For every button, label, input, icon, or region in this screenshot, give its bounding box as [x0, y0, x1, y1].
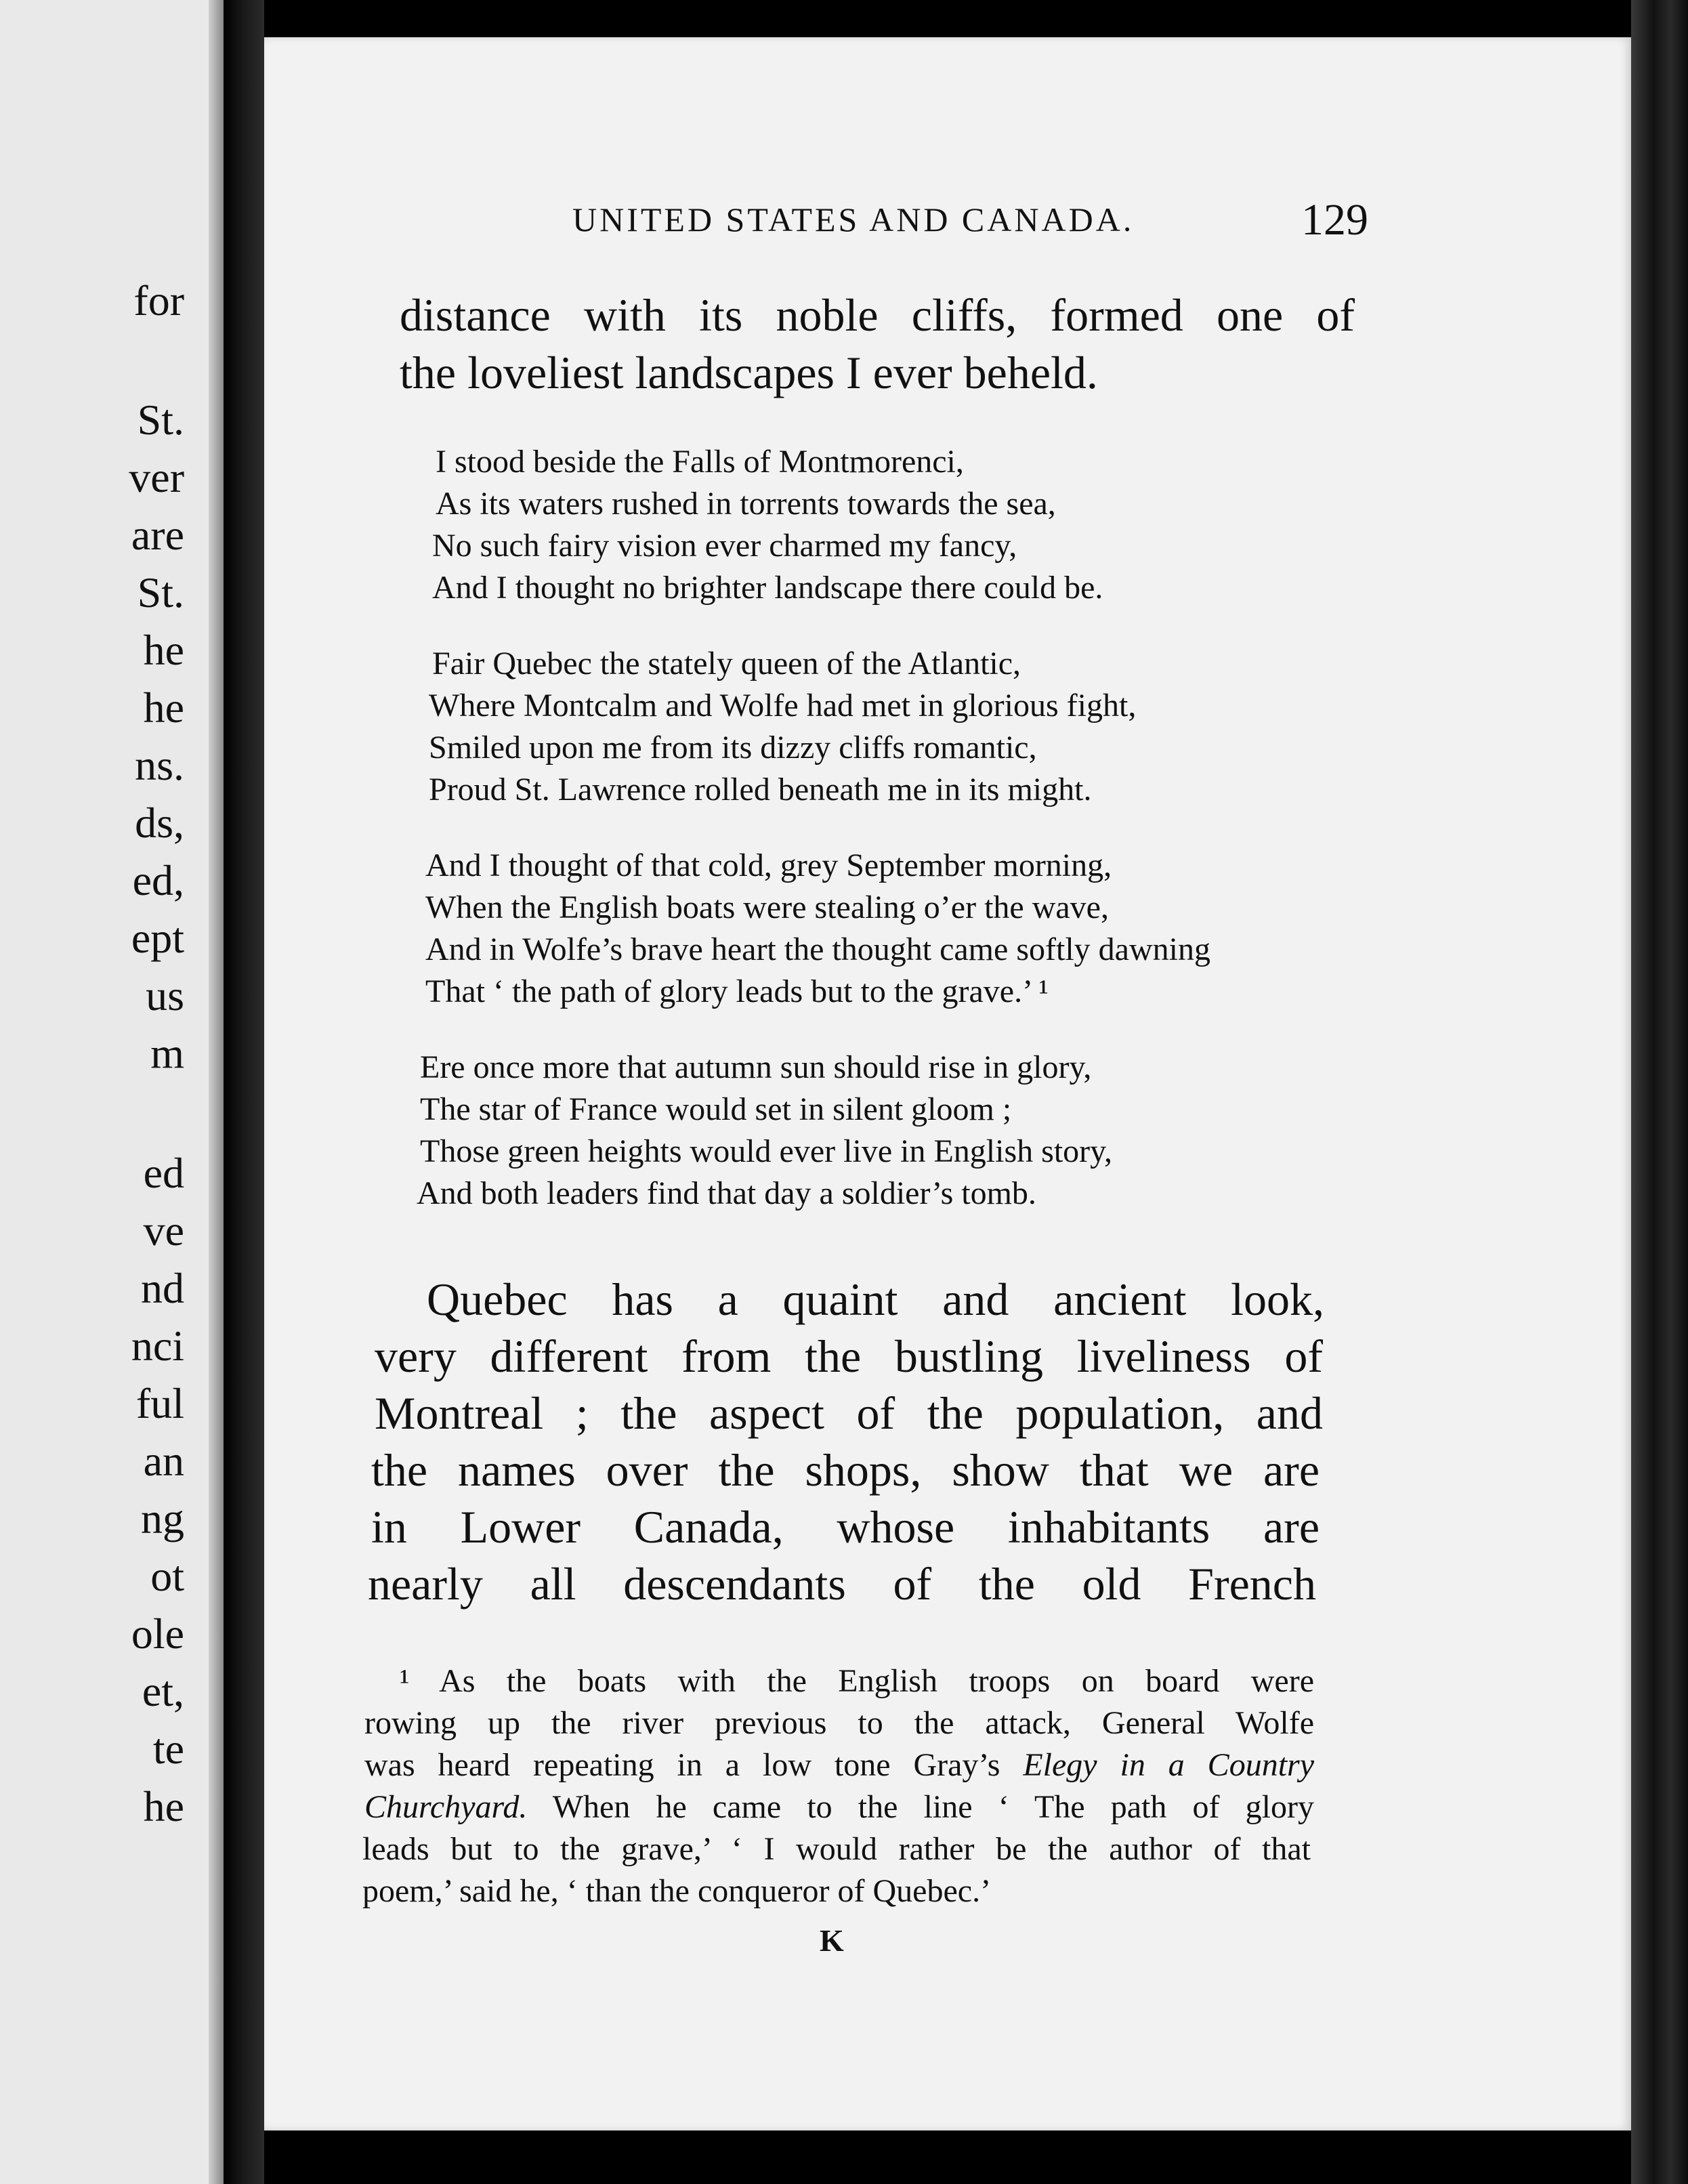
- verse-line: That ‘ the path of glory leads but to the grave.’ ¹: [425, 973, 1049, 1009]
- book-title-italic: Churchyard.: [364, 1789, 528, 1825]
- left-page-fragment: St.: [137, 396, 184, 444]
- left-page-fragment: us: [146, 971, 184, 1020]
- text-line: distance with its noble cliffs, formed one of: [400, 289, 1355, 341]
- footnote-text: was heard repeating in a low tone Gray’s: [364, 1747, 1024, 1783]
- paragraph-line: very different from the bustling liveliness of: [375, 1330, 1323, 1382]
- left-page-fragment: ds,: [135, 799, 184, 847]
- left-page-fragment: he: [143, 684, 184, 732]
- left-page-fragment: ve: [143, 1206, 184, 1255]
- verse-line: Ere once more that autumn sun should rise in glory,: [420, 1049, 1092, 1085]
- footnote-line: [364, 1787, 1314, 1828]
- verse-line: As its waters rushed in torrents towards the sea,: [436, 486, 1056, 522]
- left-page-fragment: nci: [131, 1322, 184, 1370]
- verse-line: Fair Quebec the stately queen of the Atlantic,: [432, 646, 1021, 681]
- verse-line: Those green heights would ever live in English story,: [420, 1133, 1113, 1169]
- page-header: [572, 195, 1368, 254]
- book-title-italic: Elegy in a Country: [1023, 1747, 1315, 1783]
- left-page-fragment: ver: [129, 453, 184, 501]
- left-page-fragment: for: [133, 276, 184, 324]
- footnote-line: [364, 1745, 1314, 1786]
- left-page-fragment: are: [131, 511, 184, 559]
- left-page-fragment: ns.: [135, 741, 184, 789]
- left-page-fragment: he: [143, 626, 184, 674]
- verse-line: No such fairy vision ever charmed my fancy,: [432, 528, 1017, 564]
- verse-line: Proud St. Lawrence rolled beneath me in its might.: [429, 772, 1092, 807]
- left-page-fragment: an: [143, 1437, 184, 1485]
- verse-line: The star of France would set in silent gloom ;: [420, 1091, 1012, 1127]
- left-page-fragment: nd: [141, 1264, 184, 1312]
- footnote-line: ¹ As the boats with the English troops on board were: [400, 1663, 1314, 1699]
- left-page-edge: [209, 0, 224, 2184]
- paragraph-line: nearly all descendants of the old French: [368, 1558, 1316, 1610]
- footnote-line: poem,’ said he, ‘ than the conqueror of Quebec.’: [362, 1873, 992, 1909]
- page-number: 129: [1301, 195, 1368, 245]
- footnote-line: rowing up the river previous to the attack, General Wolfe: [364, 1705, 1314, 1741]
- book-edge: [1631, 0, 1688, 2184]
- signature-mark: K: [820, 1923, 844, 1958]
- verse-line: When the English boats were stealing o’er the wave,: [425, 889, 1109, 925]
- left-page: [0, 0, 224, 2184]
- verse-line: Where Montcalm and Wolfe had met in glorious fight,: [429, 688, 1137, 723]
- footnote-line: leads but to the grave,’ ‘ I would rather be the author of that: [362, 1831, 1311, 1867]
- verse-line: And I thought of that cold, grey September morning,: [425, 847, 1112, 883]
- paragraph-line: in Lower Canada, whose inhabitants are: [371, 1501, 1320, 1553]
- running-head: UNITED STATES AND CANADA.: [572, 201, 1135, 238]
- left-page-fragment: ept: [131, 914, 184, 962]
- paragraph-line: the names over the shops, show that we are: [371, 1444, 1320, 1496]
- verse-line: And in Wolfe’s brave heart the thought came softly dawning: [425, 931, 1210, 967]
- left-page-fragment: ful: [135, 1379, 184, 1427]
- text-line: the loveliest landscapes I ever beheld.: [400, 347, 1098, 398]
- paragraph-line: Montreal ; the aspect of the population, and: [375, 1387, 1323, 1439]
- paragraph-line: Quebec has a quaint and ancient look,: [427, 1274, 1324, 1325]
- verse-line: I stood beside the Falls of Montmorenci,: [436, 444, 964, 480]
- verse-line: Smiled upon me from its dizzy cliffs romantic,: [429, 730, 1037, 765]
- left-page-fragment: et,: [142, 1667, 184, 1715]
- left-page-fragment: St.: [137, 568, 184, 616]
- left-page-fragment: ng: [141, 1494, 184, 1542]
- left-page-fragment: te: [152, 1725, 184, 1773]
- book-gutter: [224, 0, 264, 2184]
- left-page-fragment: ot: [150, 1552, 184, 1600]
- left-page-fragment: he: [143, 1782, 184, 1830]
- left-page-fragment: m: [150, 1029, 184, 1077]
- verse-line: And both leaders find that day a soldier’s tomb.: [417, 1175, 1036, 1211]
- footnote-text: When he came to the line ‘ The path of glory: [527, 1789, 1314, 1825]
- left-page-fragment: ed,: [132, 856, 184, 904]
- left-page-fragment: ed: [143, 1149, 184, 1197]
- verse-line: And I thought no brighter landscape there could be.: [432, 570, 1103, 606]
- left-page-fragment: ole: [131, 1610, 184, 1658]
